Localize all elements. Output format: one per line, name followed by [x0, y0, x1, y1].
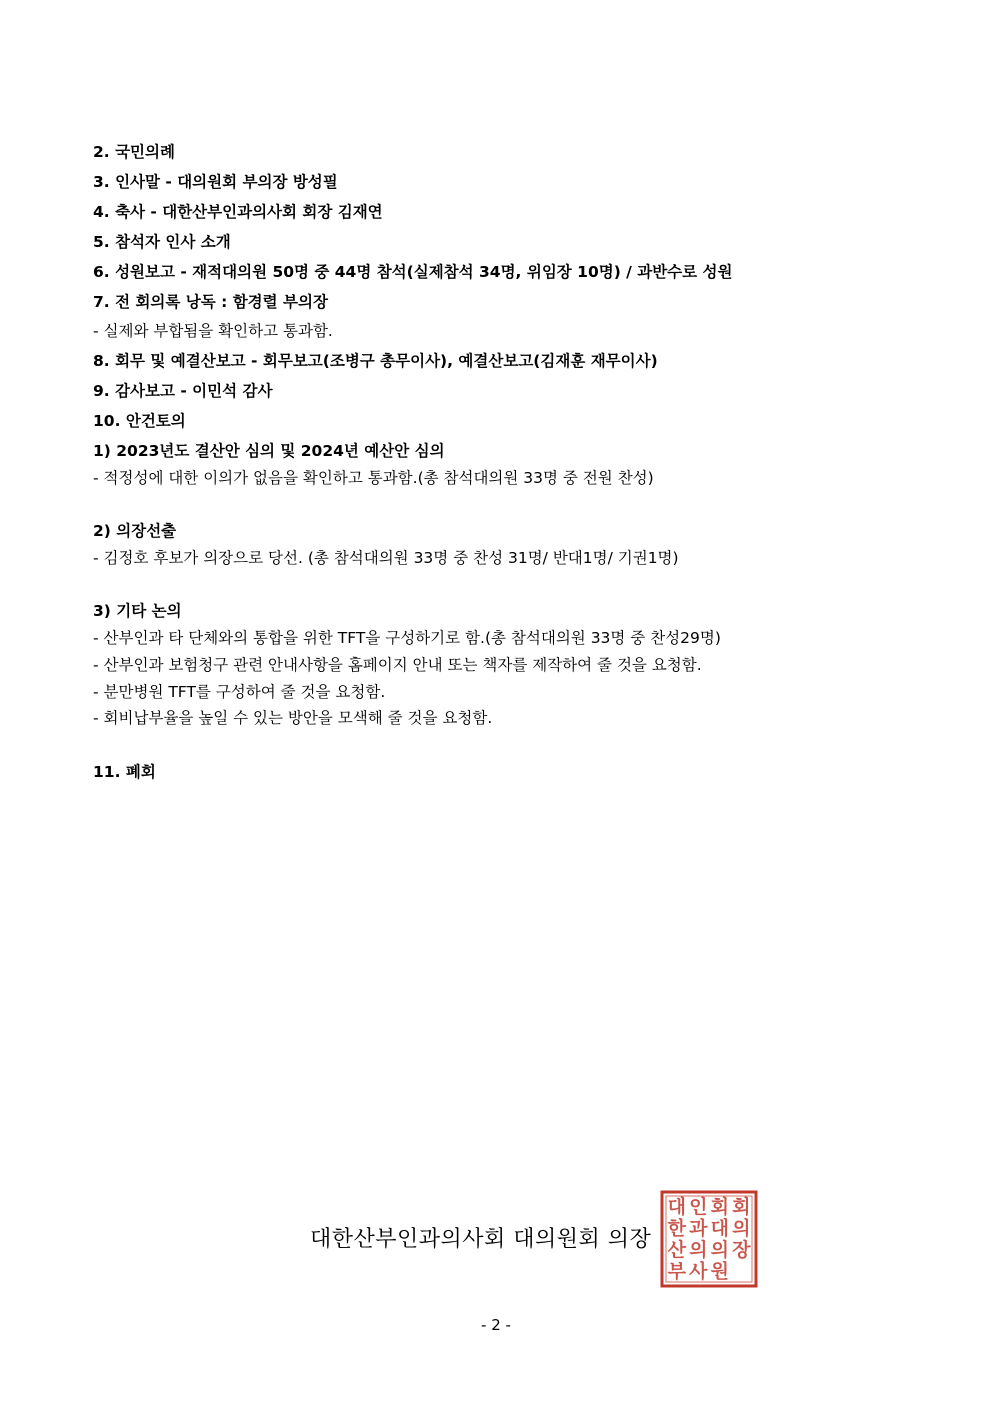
- seal-glyph: 한: [667, 1217, 686, 1240]
- agenda-budget: 1) 2023년도 결산안 심의 및 2024년 예산안 심의: [93, 442, 445, 460]
- item-minutes-reading: 7. 전 회의록 낭독 : 함경렬 부의장: [93, 293, 328, 311]
- item-agenda: 10. 안건토의: [93, 412, 186, 430]
- seal-glyph: 의: [732, 1217, 751, 1240]
- seal-glyph: 회: [732, 1196, 751, 1219]
- seal-glyph: 장: [732, 1239, 751, 1262]
- seal-glyph: 원: [710, 1260, 729, 1283]
- seal-glyph: 회: [710, 1196, 729, 1219]
- item-greeting: 3. 인사말 - 대의원회 부의장 방성필: [93, 173, 338, 191]
- seal-glyph: 사: [689, 1260, 708, 1283]
- item-quorum-report: 6. 성원보고 - 재적대의원 50명 중 44명 참석(실제참석 34명, 위임장 10명) / 과반수로 성원: [93, 263, 733, 281]
- seal-glyph: 의: [689, 1239, 708, 1262]
- note-budget-approved: - 적정성에 대한 이의가 없음을 확인하고 통과함.(총 참석대의원 33명 중 전원 찬성): [93, 469, 654, 487]
- item-congratulation: 4. 축사 - 대한산부인과의사회 회장 김재연: [93, 203, 383, 221]
- other-note-dues: - 회비납부율을 높일 수 있는 방안을 모색해 줄 것을 요청함.: [93, 709, 493, 727]
- note-chair-elected: - 김정호 후보가 의장으로 당선. (총 참석대의원 33명 중 찬성 31명/ 반대1명/ 기권1명): [93, 549, 679, 567]
- seal-glyph: 산: [667, 1239, 686, 1262]
- seal-glyph: 인: [689, 1196, 708, 1219]
- seal-glyph: 과: [689, 1217, 708, 1240]
- item-closing: 11. 폐회: [93, 763, 156, 781]
- seal-glyph: 부: [667, 1260, 686, 1283]
- official-seal: [660, 1190, 758, 1288]
- agenda-other: 3) 기타 논의: [93, 602, 182, 620]
- note-minutes-approved: - 실제와 부합됨을 확인하고 통과함.: [93, 322, 333, 340]
- item-affairs-report: 8. 회무 및 예결산보고 - 회무보고(조병구 총무이사), 예결산보고(김재훈 재무이사): [93, 352, 658, 370]
- seal-glyph: 의: [710, 1239, 729, 1262]
- other-note-insurance: - 산부인과 보험청구 관련 안내사항을 홈페이지 안내 또는 책자를 제작하여 줄 것을 요청함.: [93, 656, 702, 674]
- seal-glyph: 대: [667, 1196, 686, 1219]
- agenda-chair-election: 2) 의장선출: [93, 522, 177, 540]
- item-national-ceremony: 2. 국민의례: [93, 143, 175, 161]
- signature-title: 대한산부인과의사회 대의원회 의장: [310, 1227, 652, 1252]
- item-audit-report: 9. 감사보고 - 이민석 감사: [93, 382, 273, 400]
- other-note-tft: - 산부인과 타 단체와의 통합을 위한 TFT을 구성하기로 함.(총 참석대의원 33명 중 찬성29명): [93, 629, 721, 647]
- page-number: - 2 -: [481, 1316, 511, 1334]
- other-note-delivery-tft: - 분만병원 TFT를 구성하여 줄 것을 요청함.: [93, 683, 386, 701]
- item-introduction: 5. 참석자 인사 소개: [93, 233, 231, 251]
- seal-glyph: 대: [710, 1217, 729, 1240]
